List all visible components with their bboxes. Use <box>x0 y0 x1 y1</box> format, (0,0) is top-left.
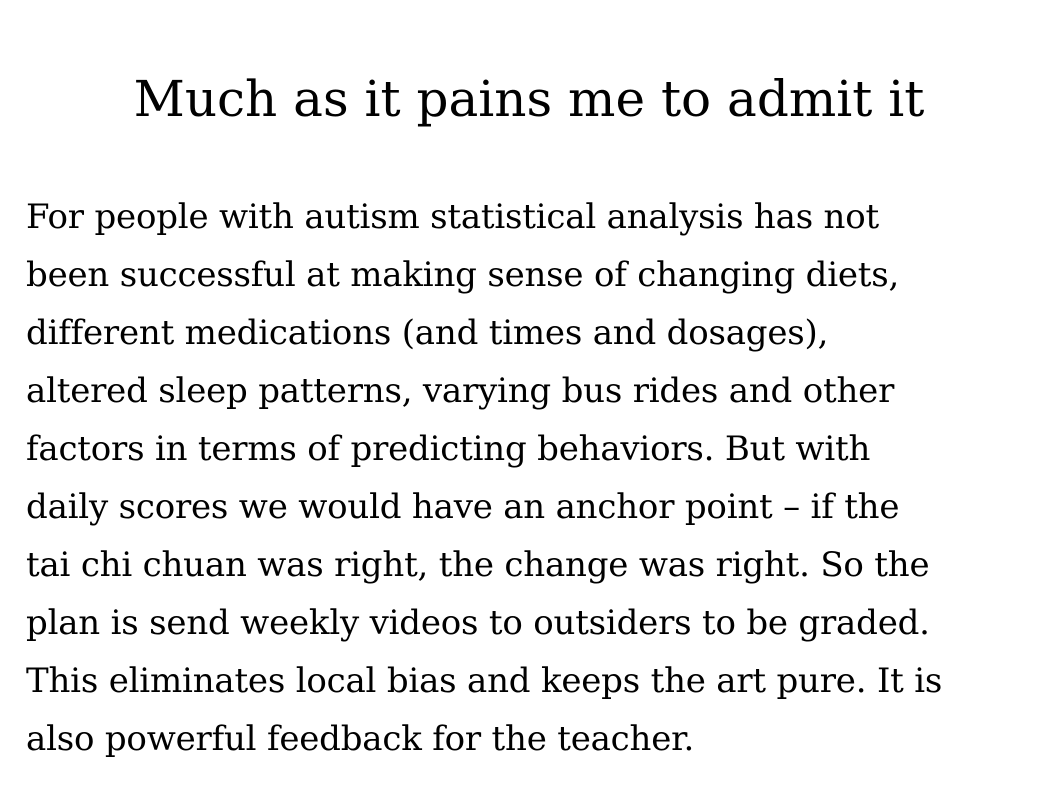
body-text-line: For people with autism statistical analysis has not <box>26 197 879 237</box>
body-text-line: also powerful feedback for the teacher. <box>26 719 695 759</box>
body-text-line: daily scores we would have an anchor point – if the <box>26 487 900 527</box>
body-text-line: tai chi chuan was right, the change was right. So the <box>26 545 930 585</box>
body-text-line: factors in terms of predicting behaviors. But with <box>26 429 871 469</box>
body-text-line: different medications (and times and dosages), <box>26 313 829 353</box>
slide-body-text <box>26 188 1046 768</box>
slide-title: Much as it pains me to admit it <box>133 70 925 128</box>
body-text-line: been successful at making sense of changing diets, <box>26 255 900 295</box>
body-text-line: This eliminates local bias and keeps the art pure. It is <box>26 661 943 701</box>
body-text-line: altered sleep patterns, varying bus rides and other <box>26 371 895 411</box>
body-text-line: plan is send weekly videos to outsiders to be graded. <box>26 603 930 643</box>
